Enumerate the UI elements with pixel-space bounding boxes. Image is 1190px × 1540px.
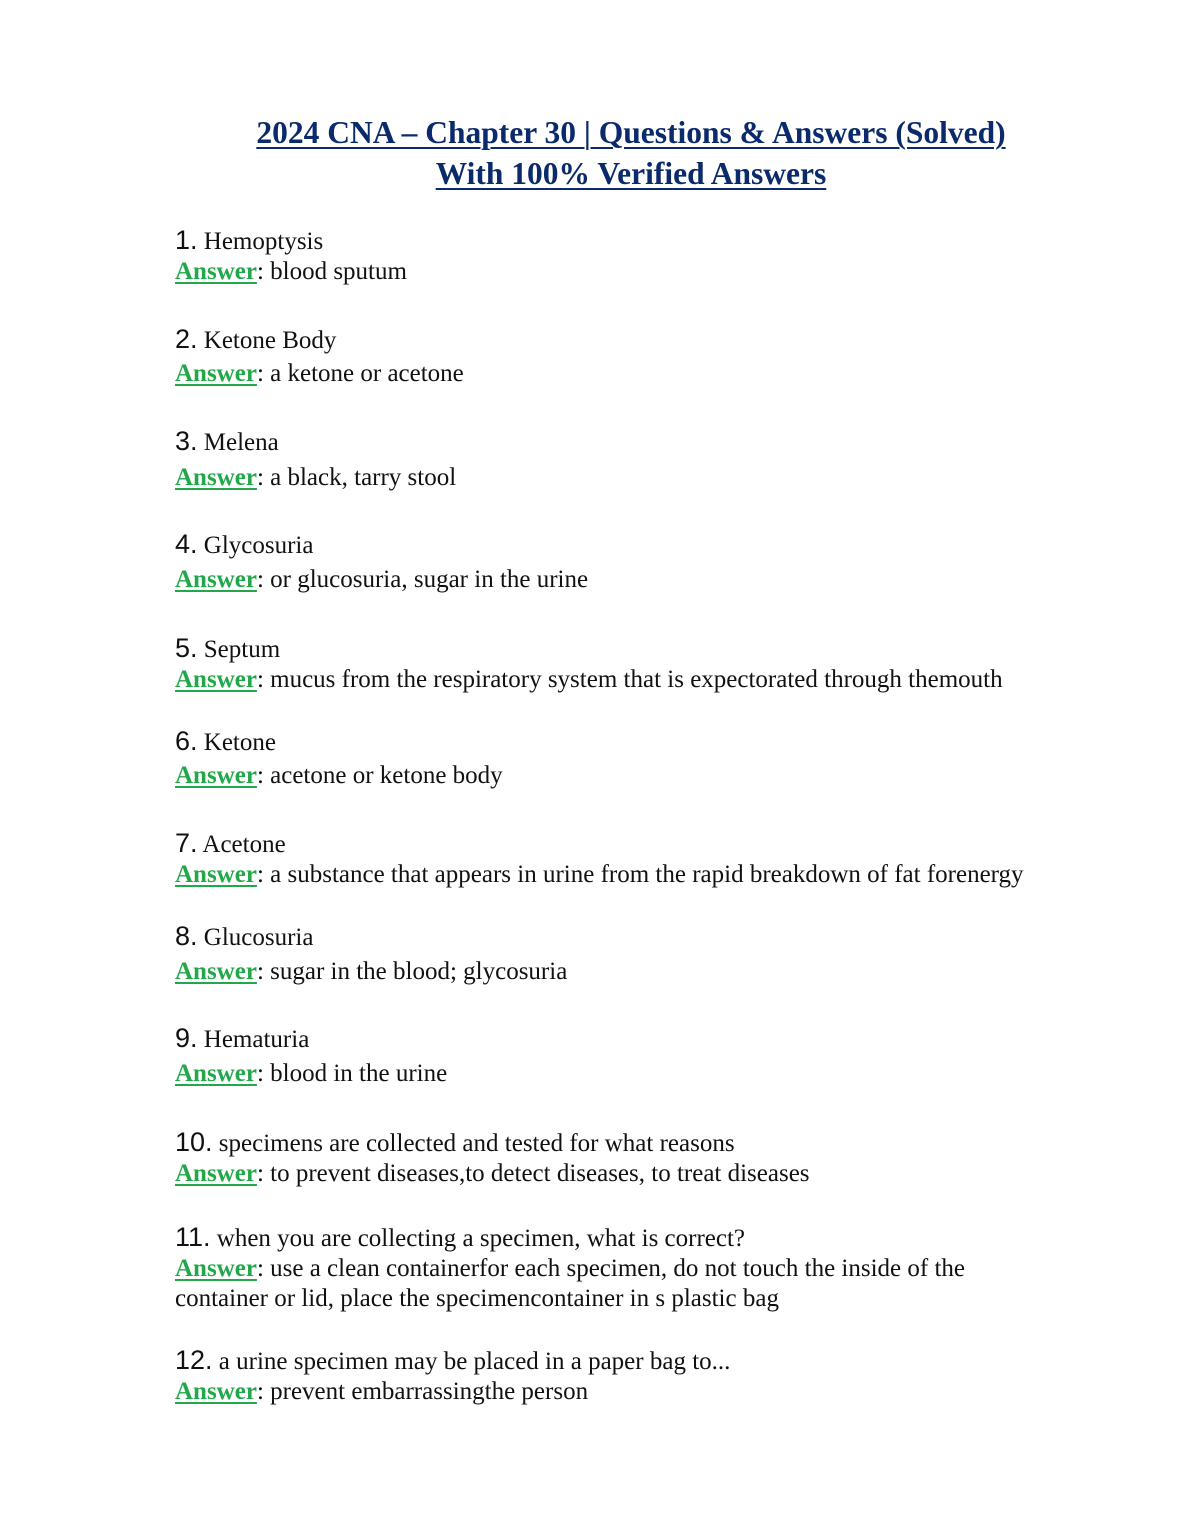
qa-item-3 bbox=[175, 426, 1135, 493]
question-number: 5. bbox=[175, 633, 198, 663]
question-text: a urine specimen may be placed in a paper bag to... bbox=[218, 1348, 731, 1375]
answer-text: : a substance that appears in urine from the rapid breakdown of fat forenergy bbox=[256, 861, 1024, 888]
qa-item-9 bbox=[175, 1023, 1135, 1089]
title-line-1: 2024 CNA – Chapter 30 | Questions & Answers (Solved) bbox=[256, 115, 1006, 150]
answer-label: Answer bbox=[175, 1060, 257, 1087]
question-number: 6. bbox=[175, 726, 198, 756]
answer-label: Answer bbox=[175, 958, 257, 985]
qa-item-11 bbox=[175, 1222, 1135, 1314]
answer-text: : sugar in the blood; glycosuria bbox=[256, 958, 568, 985]
question-number: 4. bbox=[175, 529, 198, 559]
qa-item-12 bbox=[175, 1345, 1135, 1407]
answer-text: : acetone or ketone body bbox=[256, 762, 503, 789]
answer-text: : a ketone or acetone bbox=[256, 360, 464, 387]
answer-text: : blood in the urine bbox=[256, 1060, 448, 1087]
answer-label: Answer bbox=[175, 566, 257, 593]
question-number: 10. bbox=[175, 1127, 213, 1157]
question-number: 7. bbox=[175, 828, 198, 858]
answer-text: : to prevent diseases,to detect diseases, to treat diseases bbox=[256, 1160, 810, 1187]
question-text: Septum bbox=[203, 636, 281, 663]
question-text: Ketone Body bbox=[203, 327, 337, 354]
answer-label: Answer bbox=[175, 464, 257, 491]
qa-item-7 bbox=[175, 828, 1135, 890]
qa-item-8 bbox=[175, 921, 1135, 987]
question-text: Acetone bbox=[202, 831, 286, 858]
question-text: Ketone bbox=[203, 729, 276, 756]
answer-label: Answer bbox=[175, 360, 257, 387]
question-number: 11. bbox=[175, 1222, 211, 1252]
qa-item-6 bbox=[175, 726, 1135, 791]
qa-item-2 bbox=[175, 324, 1135, 389]
answer-label: Answer bbox=[175, 666, 257, 693]
qa-item-4 bbox=[175, 529, 1135, 595]
question-text: specimens are collected and tested for what reasons bbox=[218, 1130, 735, 1157]
answer-text: : use a clean containerfor each specimen, do not touch the inside of the container or lid, place the specimencontainer in s plastic bag bbox=[175, 1255, 966, 1312]
question-text: Glucosuria bbox=[203, 924, 314, 951]
answer-text: : blood sputum bbox=[256, 258, 407, 285]
qa-item-1 bbox=[175, 225, 1135, 287]
question-text: Glycosuria bbox=[203, 532, 314, 559]
title-line-2: With 100% Verified Answers bbox=[435, 156, 827, 191]
question-text: Hemoptysis bbox=[203, 228, 324, 255]
answer-label: Answer bbox=[175, 1378, 257, 1405]
question-text: when you are collecting a specimen, what is correct? bbox=[216, 1225, 746, 1252]
qa-item-10 bbox=[175, 1127, 1135, 1189]
answer-label: Answer bbox=[175, 861, 257, 888]
question-number: 2. bbox=[175, 324, 198, 354]
answer-label: Answer bbox=[175, 258, 257, 285]
question-text: Hematuria bbox=[203, 1026, 310, 1053]
page-title bbox=[0, 112, 1190, 194]
answer-label: Answer bbox=[175, 1255, 257, 1282]
question-text: Melena bbox=[203, 429, 279, 456]
question-number: 8. bbox=[175, 921, 198, 951]
question-number: 9. bbox=[175, 1023, 198, 1053]
question-number: 3. bbox=[175, 426, 198, 456]
answer-text: : prevent embarrassingthe person bbox=[256, 1378, 589, 1405]
answer-text: : or glucosuria, sugar in the urine bbox=[256, 566, 589, 593]
answer-label: Answer bbox=[175, 762, 257, 789]
answer-text: : a black, tarry stool bbox=[256, 464, 457, 491]
question-number: 1. bbox=[175, 225, 198, 255]
question-number: 12. bbox=[175, 1345, 213, 1375]
qa-item-5 bbox=[175, 633, 1135, 695]
answer-text: : mucus from the respiratory system that is expectorated through themouth bbox=[256, 666, 1003, 693]
answer-label: Answer bbox=[175, 1160, 257, 1187]
